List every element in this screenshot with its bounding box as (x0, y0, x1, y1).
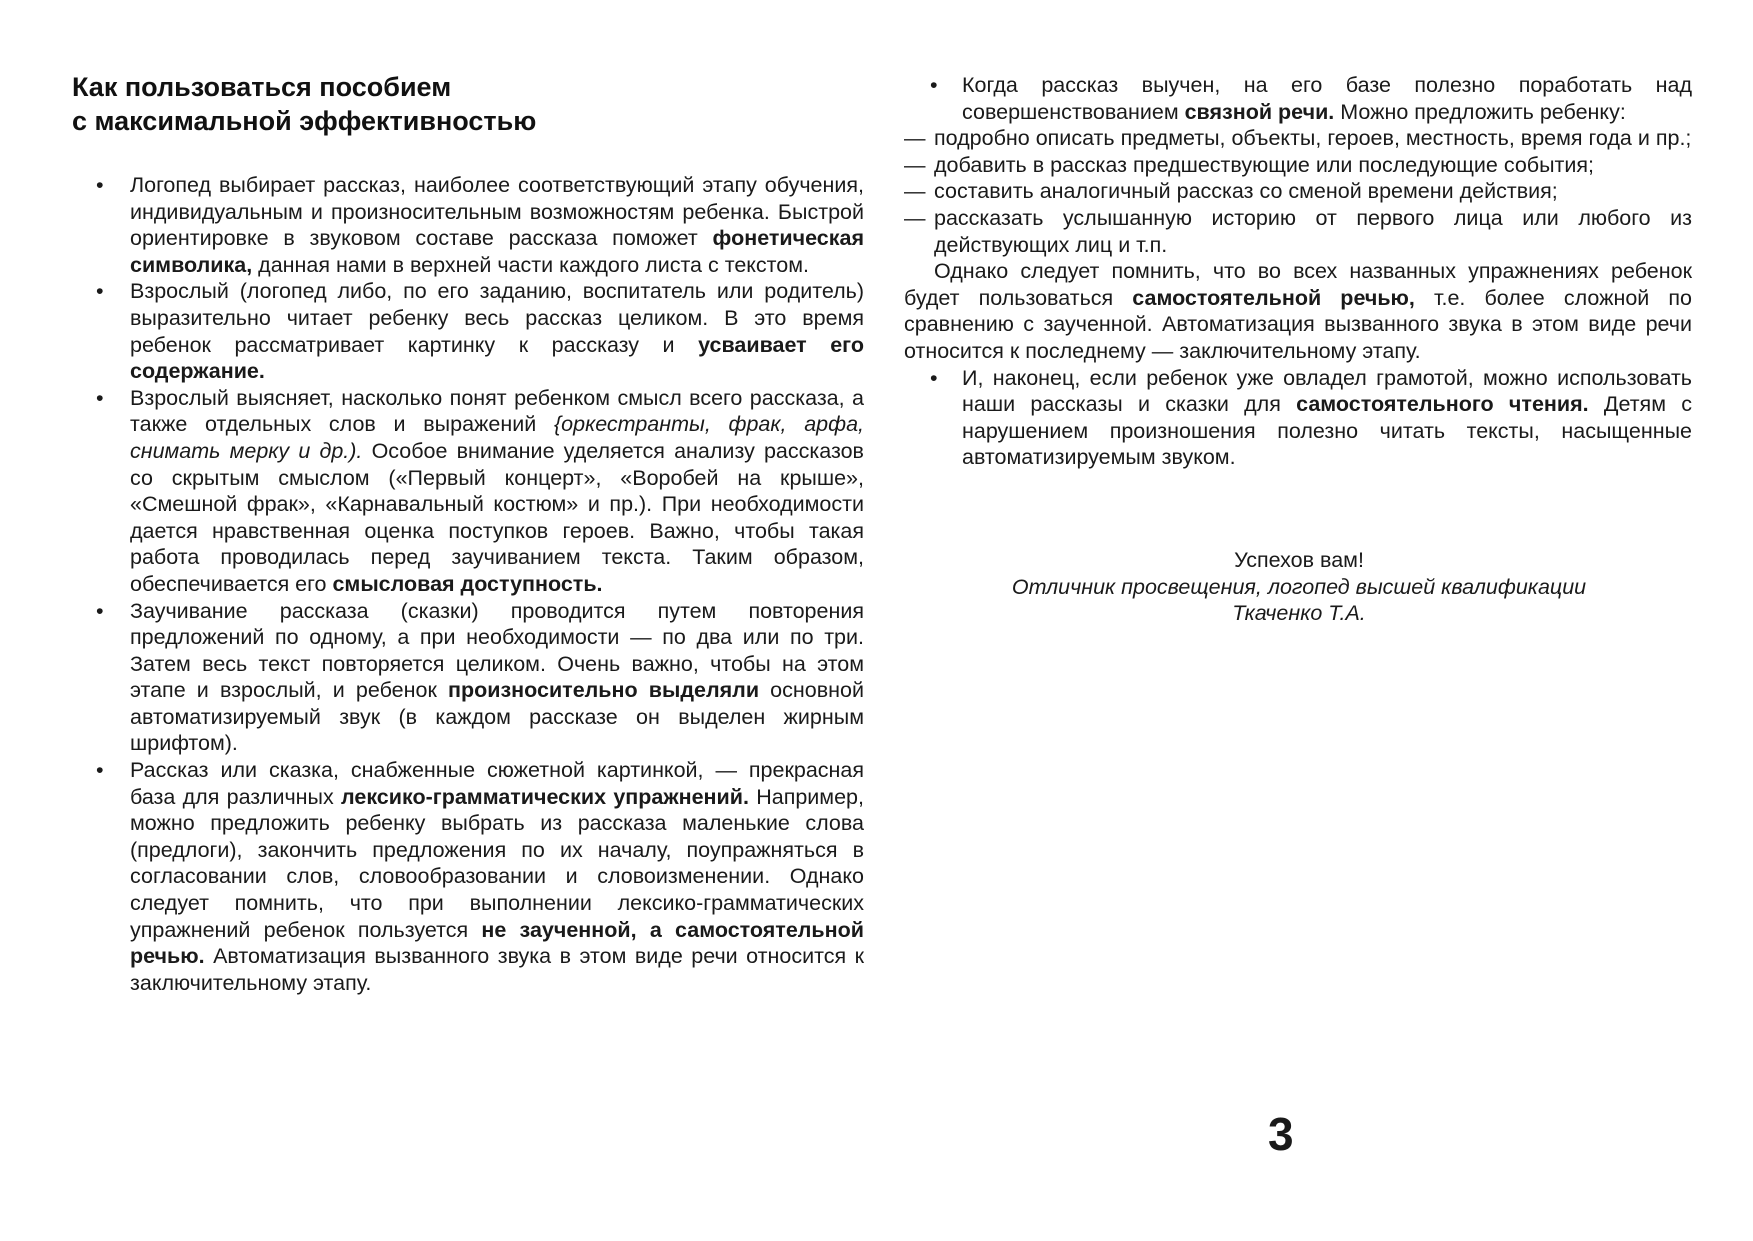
instructions-list (72, 172, 864, 996)
dash-icon: — (904, 205, 926, 230)
bullet-icon: • (930, 365, 938, 390)
bullet-icon: • (96, 758, 104, 783)
dash-icon: — (904, 179, 926, 204)
bold-term: усваивает его содержание. (130, 332, 864, 384)
dash-item: — подробно описать предметы, объекты, героев, местность, время года и пр.; (904, 126, 1692, 151)
bold-term: самостоятельного чтения. (1296, 392, 1589, 417)
page-title (72, 70, 536, 138)
closing-signature (954, 547, 1644, 627)
bullet-icon: • (930, 73, 938, 97)
author-title: Отличник просвещения, логопед высшей квалификации (1011, 574, 1587, 599)
bullet-icon: • (96, 385, 104, 410)
note-paragraph: Однако следует помнить, что во всех названных упражнениях ребенок будет пользоваться самостоятельной речью, т.е. более сложной по сравнению с заученной. Автоматизация вызванного звука в этом виде речи относится к последнему — заключительному этапу. (904, 259, 1692, 363)
title-line-2: с максимальной эффективностью (72, 106, 537, 136)
bold-term: лексико-грамматических упражнений. (341, 784, 749, 809)
list-item: • И, наконец, если ребенок уже овладел грамотой, можно использовать наши рассказы и сказки для самостоятельного чтения. Детям с нарушением произношения полезно читать тексты, насыщенные автоматизируемым звуком. (930, 365, 1692, 470)
list-item: • Рассказ или сказка, снабженные сюжетной картинкой, — прекрасная база для различных лексико-грамматических упражнений. Например, можно предложить ребенку выбрать из рассказа маленькие слова (предлоги), закончить предложения по их началу, поупражняться в согласовании слов, словообразовании и словоизменении. Однако следует помнить, что при выполнении лексико-грамматических упражнений ребенок пользуется не заученной, а самостоятельной речью. Автоматизация вызванного звука в этом виде речи относится к заключительному этапу. (96, 758, 864, 995)
bold-term: самостоятельной речью, (1132, 285, 1415, 310)
list-item: • Взрослый выясняет, насколько понят ребенком смысл всего рассказа, а также отдельных слов и выражений {оркестранты, фрак, арфа, снимать мерку и др.). Особое внимание уделяется анализу рассказов со скрытым смыслом («Первый концерт», «Воробей на крыше», «Смешной фрак», «Карнавальный костюм» и пр.). При необходимости дается нравственная оценка поступков героев. Важно, чтобы такая работа проводилась перед заучиванием текста. Таким образом, обеспечивается его смысловая доступность. (96, 385, 864, 596)
closing-wish: Успехов вам! (1234, 548, 1364, 572)
list-item: • Заучивание рассказа (сказки) проводится путем повторения предложений по одному, а при необходимости — по два или по три. Затем весь текст повторяется целиком. Очень важно, чтобы на этом этапе и взрослый, и ребенок произносительно выделяли основной автоматизируемый звук (в каждом рассказе он выделен жирным шрифтом). (96, 598, 864, 756)
exercise-dash-list (904, 125, 1692, 258)
bold-term: связной речи. (1184, 99, 1335, 124)
instructions-list-continued (904, 72, 1692, 125)
right-text-block (904, 72, 1692, 471)
italic-examples: {оркестранты, фрак, арфа, снимать мерку и др.). (130, 412, 864, 463)
dash-item: — составить аналогичный рассказ со сменой времени действия; (904, 179, 1558, 204)
bullet-icon: • (96, 598, 104, 623)
bold-term: не заученной, а самостоятельной речью. (130, 917, 864, 969)
dash-icon: — (904, 126, 926, 151)
instructions-list-final (904, 365, 1692, 471)
dash-icon: — (904, 152, 926, 177)
bold-term: фонетическая символика, (130, 226, 864, 277)
bold-term: произносительно выделяли (448, 678, 760, 703)
list-item: • Взрослый (логопед либо, по его заданию, воспитатель или родитель) выразительно читает ребенку весь рассказ целиком. В это время ребенок рассматривает картинку к рассказу и усваивает его содержание. (96, 279, 864, 384)
bullet-icon: • (96, 173, 104, 197)
author-name: Ткаченко Т.А. (1232, 601, 1366, 626)
list-item: • Когда рассказ выучен, на его базе полезно поработать над совершенствованием связной речи. Можно предложить ребенку: (930, 73, 1692, 124)
bullet-icon: • (96, 279, 104, 304)
dash-item: — рассказать услышанную историю от первого лица или любого из действующих лиц и т.п. (904, 205, 1692, 257)
list-item: • Логопед выбирает рассказ, наиболее соответствующий этапу обучения, индивидуальным и произносительным возможностям ребенка. Быстрой ориентировке в звуковом составе рассказа поможет фонетическая символика, данная нами в верхней части каждого листа с текстом. (96, 173, 864, 277)
bold-term: смысловая доступность. (332, 571, 603, 596)
title-line-1: Как пользоваться пособием (72, 72, 452, 102)
dash-item: — добавить в рассказ предшествующие или последующие события; (904, 152, 1595, 177)
page-number: 3 (1268, 1108, 1294, 1160)
